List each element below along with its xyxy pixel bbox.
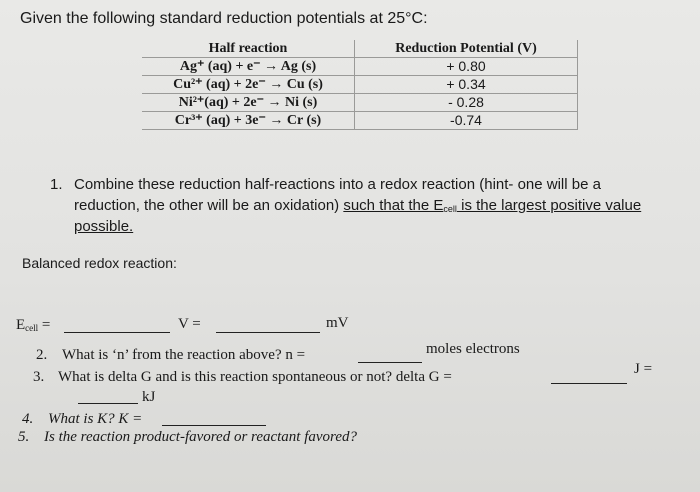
reduction-potentials-table (142, 40, 578, 130)
half-reaction-cell: Ag⁺ (aq) + e⁻ → Ag (s) (142, 58, 355, 76)
q3-number: 3. (33, 369, 45, 385)
header-reduction-potential: Reduction Potential (V) (355, 40, 578, 58)
q4-text: What is K? K = (48, 411, 143, 427)
half-reaction-cell: Cr³⁺ (aq) + 3e⁻ → Cr (s) (142, 112, 355, 130)
q3-text: What is delta G and is this reaction spontaneous or not? delta G = (58, 369, 452, 385)
q3-kj-blank[interactable] (78, 402, 138, 404)
q1-line2-underlined (343, 197, 641, 214)
balanced-redox-label: Balanced redox reaction: (22, 255, 177, 271)
half-reaction-cell: Ni²⁺(aq) + 2e⁻ → Ni (s) (142, 94, 355, 112)
mv-label: mV (326, 315, 349, 331)
q2-number: 2. (36, 347, 48, 363)
table-header-row (142, 40, 578, 58)
potential-cell: + 0.80 (355, 58, 578, 76)
q1-line2-plain: reduction, the other will be an oxidation) (74, 197, 340, 214)
half-reaction-cell: Cu²⁺ (aq) + 2e⁻ → Cu (s) (142, 76, 355, 94)
page-title: Given the following standard reduction potentials at 25°C: (20, 10, 428, 27)
q3-kj-label: kJ (142, 389, 156, 405)
table-row (142, 58, 578, 76)
q1-number: 1. (50, 176, 63, 193)
ecell-mv-blank[interactable] (216, 331, 320, 333)
potential-cell: - 0.28 (355, 94, 578, 112)
header-half-reaction: Half reaction (142, 40, 355, 58)
ecell-equals: = (38, 317, 51, 333)
q1-line1: Combine these reduction half-reactions into a redox reaction (hint- one will be a (74, 176, 601, 193)
q4-k-blank[interactable] (162, 424, 266, 426)
ecell-subscript: cell (25, 323, 39, 333)
ecell-label: E (16, 317, 26, 333)
q2-suffix: moles electrons (426, 341, 520, 357)
q1-ecell-subscript: cell (443, 204, 457, 214)
ecell-row (16, 317, 50, 334)
potential-cell: -0.74 (355, 112, 578, 130)
table-row (142, 112, 578, 130)
q3-j-label: J = (634, 361, 653, 377)
q1-ecell-symbol: such that the E (343, 197, 444, 214)
q1-largest-positive: is the largest positive value (456, 197, 642, 214)
q5-number: 5. (18, 429, 30, 445)
q1-line2 (74, 195, 641, 220)
q3-delta-g-blank[interactable] (551, 382, 627, 384)
table-row (142, 94, 578, 112)
ecell-volts-blank[interactable] (64, 331, 170, 333)
q1-line3: possible. (74, 218, 134, 235)
v-label: V = (178, 316, 201, 332)
q2-text: What is ‘n’ from the reaction above? n = (62, 347, 306, 363)
q2-n-blank[interactable] (358, 361, 422, 363)
q5-text: Is the reaction product-favored or reactant favored? (44, 429, 357, 445)
potential-cell: + 0.34 (355, 76, 578, 94)
table-row (142, 76, 578, 94)
q4-number: 4. (22, 411, 34, 427)
